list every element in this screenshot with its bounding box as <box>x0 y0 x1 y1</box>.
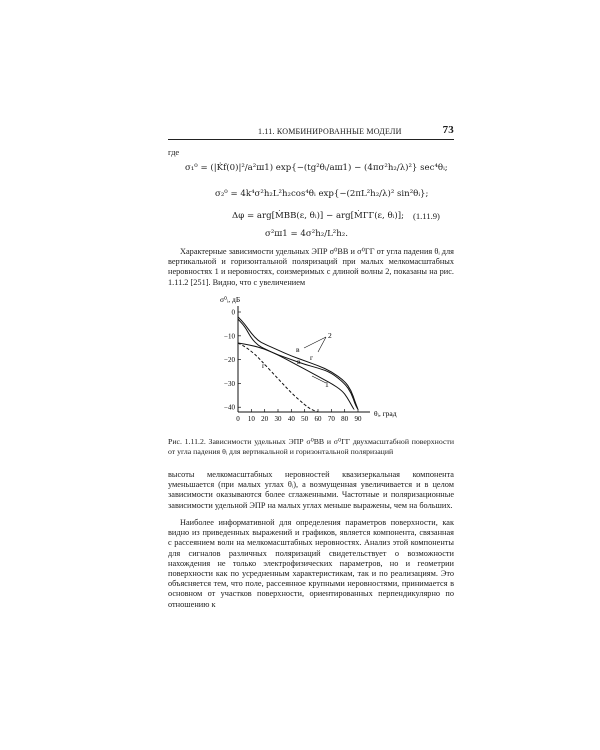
y-tick-label: −10 <box>224 332 235 341</box>
paragraph-1-text: Характерные зависимости удельных ЭПР σ⁰ВВ и σ⁰ГГ от угла падения θᵢ для вертикальной и горизонтальной поляризаций при малых мелкомасштабных неровностях 1 и неровностях, соизмеримых с длиной волны 2, показаны на рис. 1.11.2 [251]. Видно, что с увеличением <box>168 247 454 287</box>
curve-label-6: г <box>310 353 314 362</box>
equation-2: σ₂⁰ = 4k⁴σ²h₂L²h₂cos⁴θᵢ exp{−(2πL²h₂/λ)² sin²θᵢ}; <box>215 189 429 199</box>
y-axis-label: σ⁰ᵢ, дБ <box>220 295 241 304</box>
x-tick-label: 50 <box>301 415 309 423</box>
figure-caption: Рис. 1.11.2. Зависимости удельных ЭПР σ⁰ВВ и σ⁰ГГ двухмасштабной поверхности от угла падения θᵢ для вертикальной и горизонтальной поляризаций <box>168 437 454 456</box>
running-header <box>168 125 454 140</box>
chart-annotations <box>262 331 332 389</box>
intro-word: где <box>168 147 180 157</box>
equation-number: (1.11.9) <box>413 211 440 221</box>
curve-label-2: 2 <box>328 331 332 340</box>
y-tick-label: −20 <box>224 356 235 365</box>
curve-label-4: г <box>262 361 266 370</box>
equation-4: σ²ш1 = 4σ²h₂/L²h₂. <box>265 229 348 239</box>
page-number: 73 <box>442 124 454 136</box>
curve-label-5: в <box>297 357 301 366</box>
figure-chart <box>200 290 440 434</box>
curve-label-3: в <box>296 345 300 354</box>
equation-3: Δφ = arg[ṀВВ(ε, θᵢ)] − arg[ṀГГ(ε, θᵢ)]; <box>232 211 404 221</box>
x-tick-label: 40 <box>287 415 295 423</box>
x-tick-label: 20 <box>261 415 269 423</box>
equation-1: σ₁⁰ = (|K̇f(0)|²/a²ш1) exp{−(tg²θᵢ/aш1) − (4πσ²h₂/λ)²} sec⁴θᵢ; <box>185 163 448 173</box>
x-tick-label: 10 <box>247 415 255 423</box>
x-axis-label: θᵢ, град <box>374 409 397 418</box>
paragraph-1 <box>168 247 454 288</box>
x-tick-label: 70 <box>327 415 335 423</box>
chart-axes <box>238 306 370 412</box>
y-tick-label: −40 <box>224 403 235 412</box>
chart-ticks <box>224 309 362 424</box>
paragraph-2-text: высоты мелкомасштабных неровностей квазизеркальная компонента уменьшается (при малых углах θᵢ), а возмущенная увеличивается и в целом зависимости оказываются более сглаженными. Частотные и поляризационные зависимости удельной ЭПР на малых углах меньше выражены, чем на больших. <box>168 470 454 510</box>
y-tick-label: −30 <box>224 379 235 388</box>
y-tick-label: 0 <box>231 308 235 317</box>
paragraph-2 <box>168 470 454 511</box>
curve-label-1: 1 <box>325 380 329 389</box>
x-tick-label: 80 <box>341 415 349 423</box>
leader-line-2a <box>304 337 326 348</box>
running-title: 1.11. КОМБИНИРОВАННЫЕ МОДЕЛИ <box>258 127 402 136</box>
x-tick-label: 0 <box>236 415 240 423</box>
paragraph-3 <box>168 518 454 610</box>
x-tick-label: 30 <box>274 415 282 423</box>
x-tick-label: 90 <box>354 415 362 423</box>
paragraph-3-text: Наиболее информативной для определения параметров поверхности, как видно из приведенных выражений и графиков, является компонента, связанная с рассеянием волн на мелкомасштабных неровностях. Анализ этой компоненты для сигналов различных поляризаций свидетельствует о возможности нахождения не только электрофизических параметров, но и геометрии поверхности как по усредненным характеристикам, так и по реализациям. Это объясняется тем, что поле, рассеянное крупными неровностями, принимается в основном от участков поверхности, ориентированных перпендикулярно по отношению к <box>168 518 454 609</box>
x-tick-label: 60 <box>314 415 322 423</box>
series-line-4 <box>238 343 318 412</box>
